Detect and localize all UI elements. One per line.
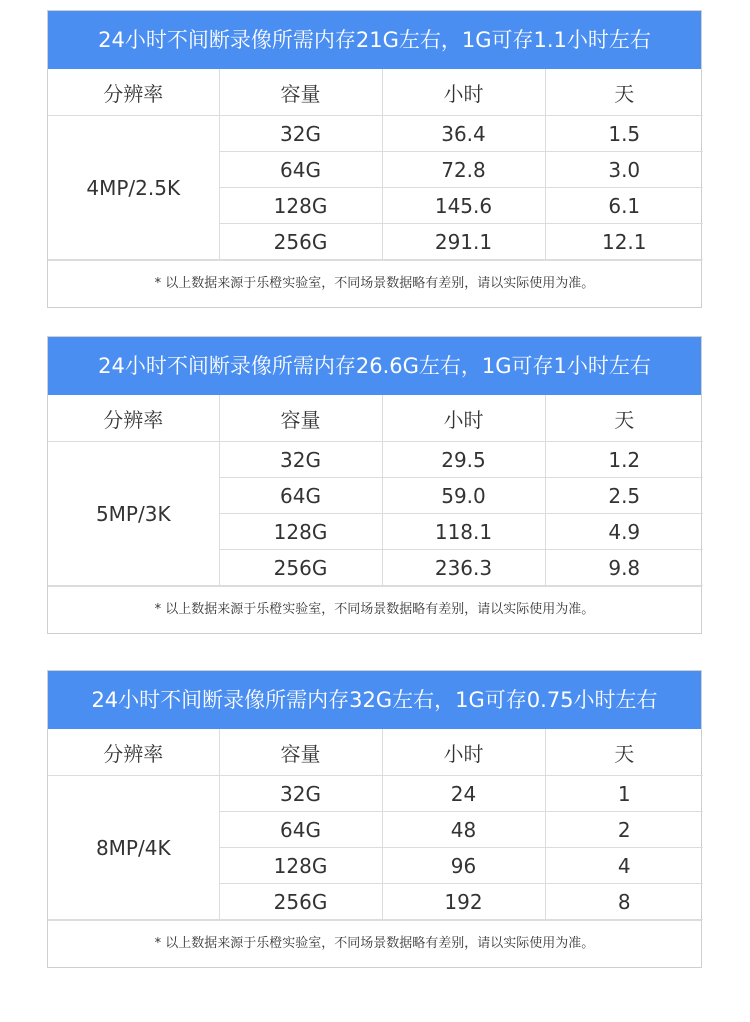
hours-cell: 36.4: [382, 116, 545, 152]
table-header-row: [48, 69, 703, 116]
table-row: [48, 776, 703, 812]
hours-cell: 145.6: [382, 188, 545, 224]
hours-cell: 118.1: [382, 514, 545, 550]
storage-table-panel-8mp: [47, 670, 702, 968]
capacity-cell: 128G: [219, 514, 382, 550]
days-cell: 2: [545, 812, 703, 848]
days-cell: 4.9: [545, 514, 703, 550]
table-header-row: [48, 729, 703, 776]
days-cell: 2.5: [545, 478, 703, 514]
hours-cell: 236.3: [382, 550, 545, 586]
header-resolution: 分辨率: [48, 395, 219, 442]
panel-title: 24小时不间断录像所需内存32G左右，1G可存0.75小时左右: [48, 671, 701, 729]
resolution-cell: 8MP/4K: [48, 776, 219, 920]
resolution-cell: 5MP/3K: [48, 442, 219, 586]
panel-title: 24小时不间断录像所需内存21G左右，1G可存1.1小时左右: [48, 11, 701, 69]
hours-cell: 59.0: [382, 478, 545, 514]
capacity-cell: 128G: [219, 848, 382, 884]
storage-table-panel-5mp: [47, 336, 702, 634]
days-cell: 4: [545, 848, 703, 884]
storage-table: [48, 729, 703, 920]
days-cell: 1: [545, 776, 703, 812]
capacity-cell: 256G: [219, 550, 382, 586]
table-row: [48, 442, 703, 478]
header-days: 天: [545, 395, 703, 442]
resolution-cell: 4MP/2.5K: [48, 116, 219, 260]
header-capacity: 容量: [219, 69, 382, 116]
capacity-cell: 32G: [219, 776, 382, 812]
capacity-cell: 64G: [219, 812, 382, 848]
days-cell: 3.0: [545, 152, 703, 188]
storage-table-panel-4mp: [47, 10, 702, 308]
days-cell: 1.5: [545, 116, 703, 152]
capacity-cell: 256G: [219, 884, 382, 920]
hours-cell: 192: [382, 884, 545, 920]
days-cell: 1.2: [545, 442, 703, 478]
storage-table: [48, 69, 703, 260]
header-capacity: 容量: [219, 395, 382, 442]
days-cell: 6.1: [545, 188, 703, 224]
hours-cell: 291.1: [382, 224, 545, 260]
days-cell: 9.8: [545, 550, 703, 586]
capacity-cell: 128G: [219, 188, 382, 224]
days-cell: 12.1: [545, 224, 703, 260]
panel-title: 24小时不间断录像所需内存26.6G左右，1G可存1小时左右: [48, 337, 701, 395]
hours-cell: 29.5: [382, 442, 545, 478]
storage-table: [48, 395, 703, 586]
hours-cell: 96: [382, 848, 545, 884]
hours-cell: 24: [382, 776, 545, 812]
data-source-note: * 以上数据来源于乐橙实验室，不同场景数据略有差别，请以实际使用为准。: [48, 260, 701, 307]
header-hours: 小时: [382, 395, 545, 442]
days-cell: 8: [545, 884, 703, 920]
header-hours: 小时: [382, 729, 545, 776]
header-resolution: 分辨率: [48, 69, 219, 116]
header-capacity: 容量: [219, 729, 382, 776]
capacity-cell: 256G: [219, 224, 382, 260]
table-header-row: [48, 395, 703, 442]
header-hours: 小时: [382, 69, 545, 116]
header-days: 天: [545, 729, 703, 776]
hours-cell: 48: [382, 812, 545, 848]
capacity-cell: 64G: [219, 152, 382, 188]
capacity-cell: 32G: [219, 442, 382, 478]
header-days: 天: [545, 69, 703, 116]
capacity-cell: 32G: [219, 116, 382, 152]
data-source-note: * 以上数据来源于乐橙实验室，不同场景数据略有差别，请以实际使用为准。: [48, 920, 701, 967]
data-source-note: * 以上数据来源于乐橙实验室，不同场景数据略有差别，请以实际使用为准。: [48, 586, 701, 633]
capacity-cell: 64G: [219, 478, 382, 514]
table-row: [48, 116, 703, 152]
header-resolution: 分辨率: [48, 729, 219, 776]
hours-cell: 72.8: [382, 152, 545, 188]
